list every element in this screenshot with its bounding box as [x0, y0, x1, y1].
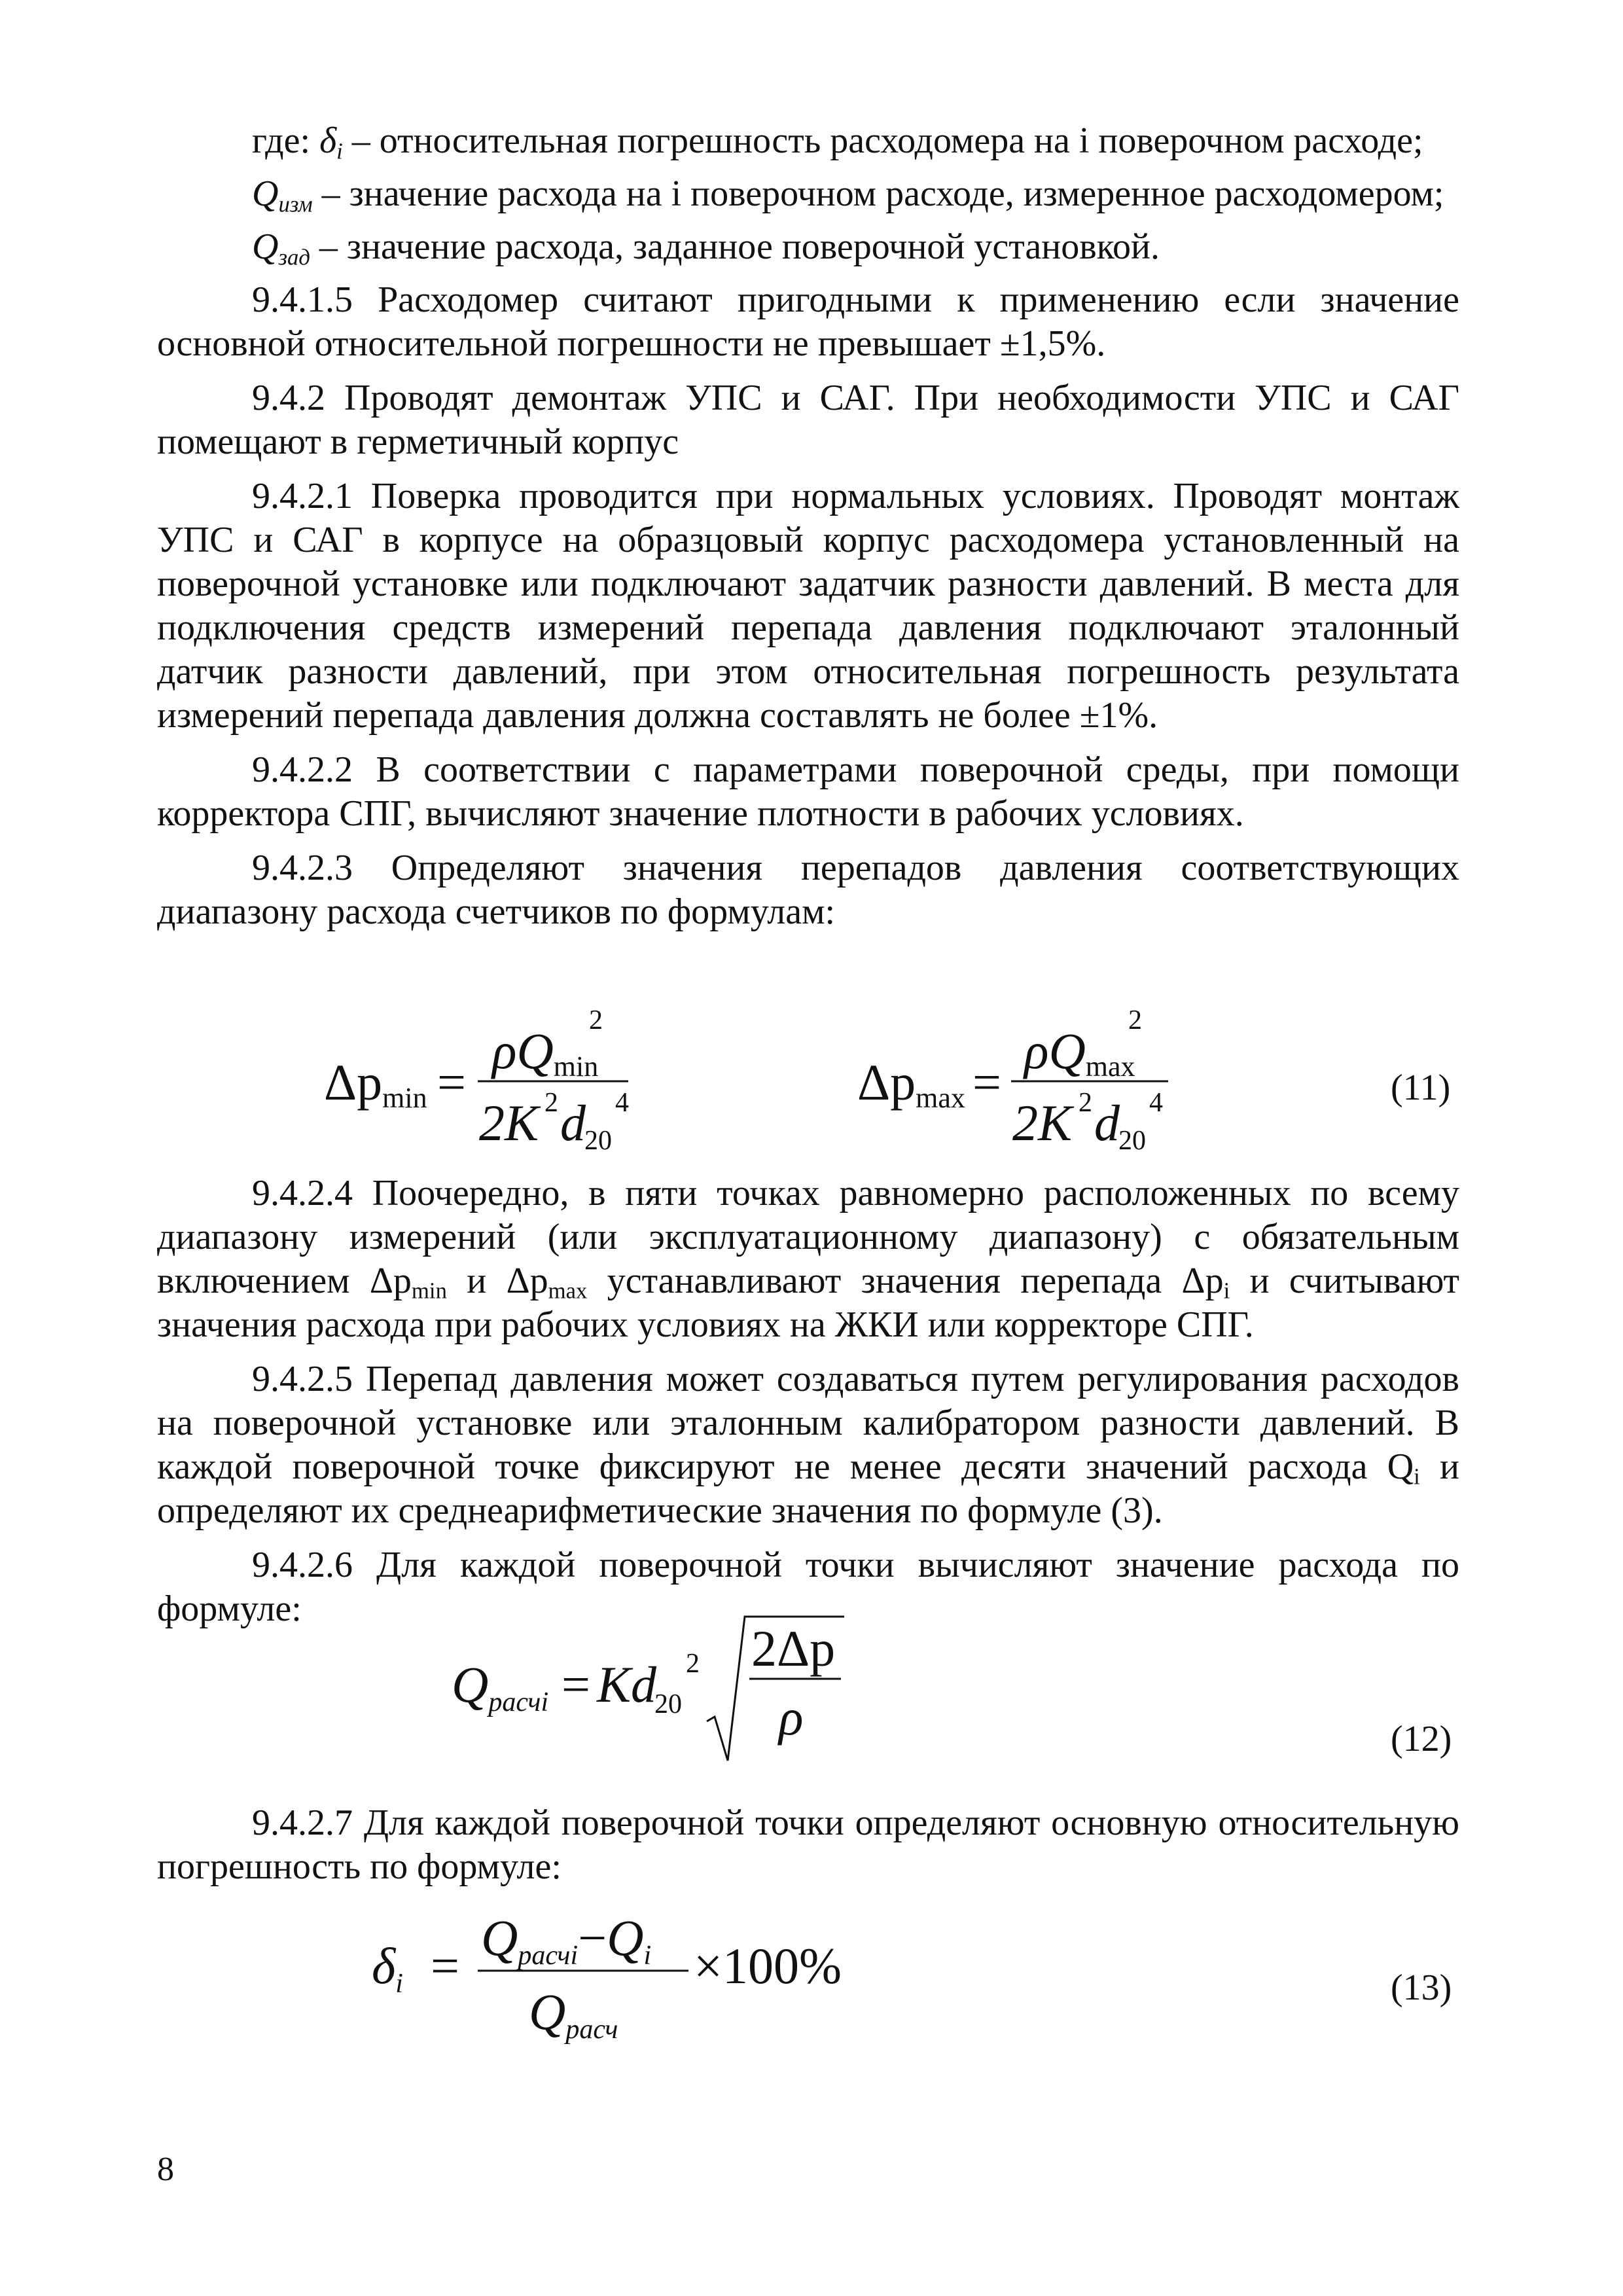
formula-11-k-sq-left: 2 [544, 1088, 558, 1118]
definition-delta: где: $\delta_i$ – относительная погрешность расходомера на i поверочном расходе; [252, 120, 1423, 164]
formula-11-num-left: ρQmin [492, 1022, 599, 1083]
formula-11-eq-right: = [972, 1054, 1001, 1111]
formula-11-d-left: d [560, 1094, 586, 1151]
definition-q-zad: $Q_{зад}$ – значение расхода, заданное поверочной установкой. [252, 226, 1160, 270]
formula-11-den-right: 2K [1012, 1094, 1073, 1151]
formula-12-d-sub: 20 [654, 1689, 682, 1719]
formula-13-den: Qрасч [529, 1983, 618, 2045]
formula-11-num-right: ρQmax [1024, 1022, 1135, 1083]
paragraph-9-4-2-3: 9.4.2.3 Определяют значения перепадов давления соответствующих диапазону расхода счетчиков по формулам: [157, 848, 1459, 932]
formula-11-sq-right: 2 [1128, 1005, 1142, 1035]
formula-13-number: (13) [1391, 1967, 1452, 2008]
formula-12-kd: Kd [597, 1656, 657, 1713]
formula-12-q: Qрасчi [452, 1656, 549, 1717]
paragraph-9-4-2-2: 9.4.2.2 В соответствии с параметрами поверочной среды, при помощи корректора СПГ, вычисляют значение плотности в рабочих условиях. [157, 749, 1459, 834]
formula-11-number: (11) [1391, 1067, 1451, 1108]
formula-11-dp-max: Δpmax [857, 1054, 965, 1114]
formula-11-dp-min: Δpmin [324, 1054, 427, 1114]
definition-q-izm: $Q_{изм}$ – значение расхода на i поверочном расходе, измеренное расходомером; [252, 173, 1444, 217]
formula-11-d-pow-right: 4 [1149, 1088, 1163, 1118]
formula-11-k-sq-right: 2 [1079, 1088, 1092, 1118]
formula-12 [0, 1600, 1623, 1770]
paragraph-9-4-2: 9.4.2 Проводят демонтаж УПС и САГ. При необходимости УПС и САГ помещают в герметичный корпус [157, 378, 1459, 462]
formula-13 [0, 1895, 1623, 2052]
formula-13-num: Qрасчi−Qi [481, 1909, 652, 1971]
formula-11-eq-left: = [437, 1054, 466, 1111]
formula-12-num: 2Δp [751, 1620, 836, 1677]
page-number: 8 [157, 2151, 174, 2188]
formula-13-delta: δi [372, 1937, 403, 1999]
body-text [157, 119, 1459, 934]
formula-11-den-left: 2K [479, 1094, 539, 1151]
paragraph-9-4-2-5: 9.4.2.5 Перепад давления может создаваться путем регулирования расходов на поверочной установке или эталонным калибратором разности давлений. В каждой поверочной точке фиксируют не менее десяти значений расхода $Q_i$ и определяют их среднеарифметические значения по формуле (3). [157, 1359, 1459, 1531]
formula-13-times-100: ×100% [694, 1937, 842, 1994]
body-text-3 [157, 1801, 1459, 1889]
paragraph-9-4-2-6: 9.4.2.6 Для каждой поверочной точки вычисляют значение расхода по формуле: [157, 1545, 1459, 1629]
body-text-2 [157, 1172, 1459, 1631]
paragraph-9-4-2-4: 9.4.2.4 Поочередно, в пяти точках равномерно расположенных по всему диапазону измерений (или эксплуатационному диапазону) с обязательным включением $\Delta p_{min}$ и $\Delta p_{max}$ устанавливают значения перепада $\Delta p_i$ и считывают значения расхода при рабочих условиях на ЖКИ или корректоре СПГ. [157, 1173, 1460, 1345]
formula-11-d-pow-left: 4 [615, 1088, 629, 1118]
formula-13-eq: = [431, 1937, 459, 1994]
formula-11-d-sub-right: 20 [1118, 1126, 1146, 1156]
formula-12-d-pow: 2 [686, 1649, 700, 1679]
formula-11-d-sub-left: 20 [584, 1126, 612, 1156]
formula-12-eq: = [562, 1656, 590, 1713]
formula-11-sq-left: 2 [589, 1005, 603, 1035]
formula-11 [0, 995, 1623, 1158]
formula-11-d-right: d [1094, 1094, 1120, 1151]
formula-12-den: ρ [779, 1689, 804, 1746]
paragraph-9-4-1-5: 9.4.1.5 Расходомер считают пригодными к применению если значение основной относительной погрешности не превышает ±1,5%. [157, 279, 1459, 364]
formula-12-number: (12) [1391, 1719, 1452, 1759]
paragraph-9-4-2-1: 9.4.2.1 Поверка проводится при нормальных условиях. Проводят монтаж УПС и САГ в корпусе на образцовый корпус расходомера установленный на поверочной установке или подключают задатчик разности давлений. В места для подключения средств измерений перепада давления подключают эталонный датчик разности давлений, при этом относительная погрешность результата измерений перепада давления должна составлять не более ±1%. [157, 476, 1459, 736]
paragraph-9-4-2-7: 9.4.2.7 Для каждой поверочной точки определяют основную относительную погрешность по формуле: [157, 1803, 1459, 1887]
